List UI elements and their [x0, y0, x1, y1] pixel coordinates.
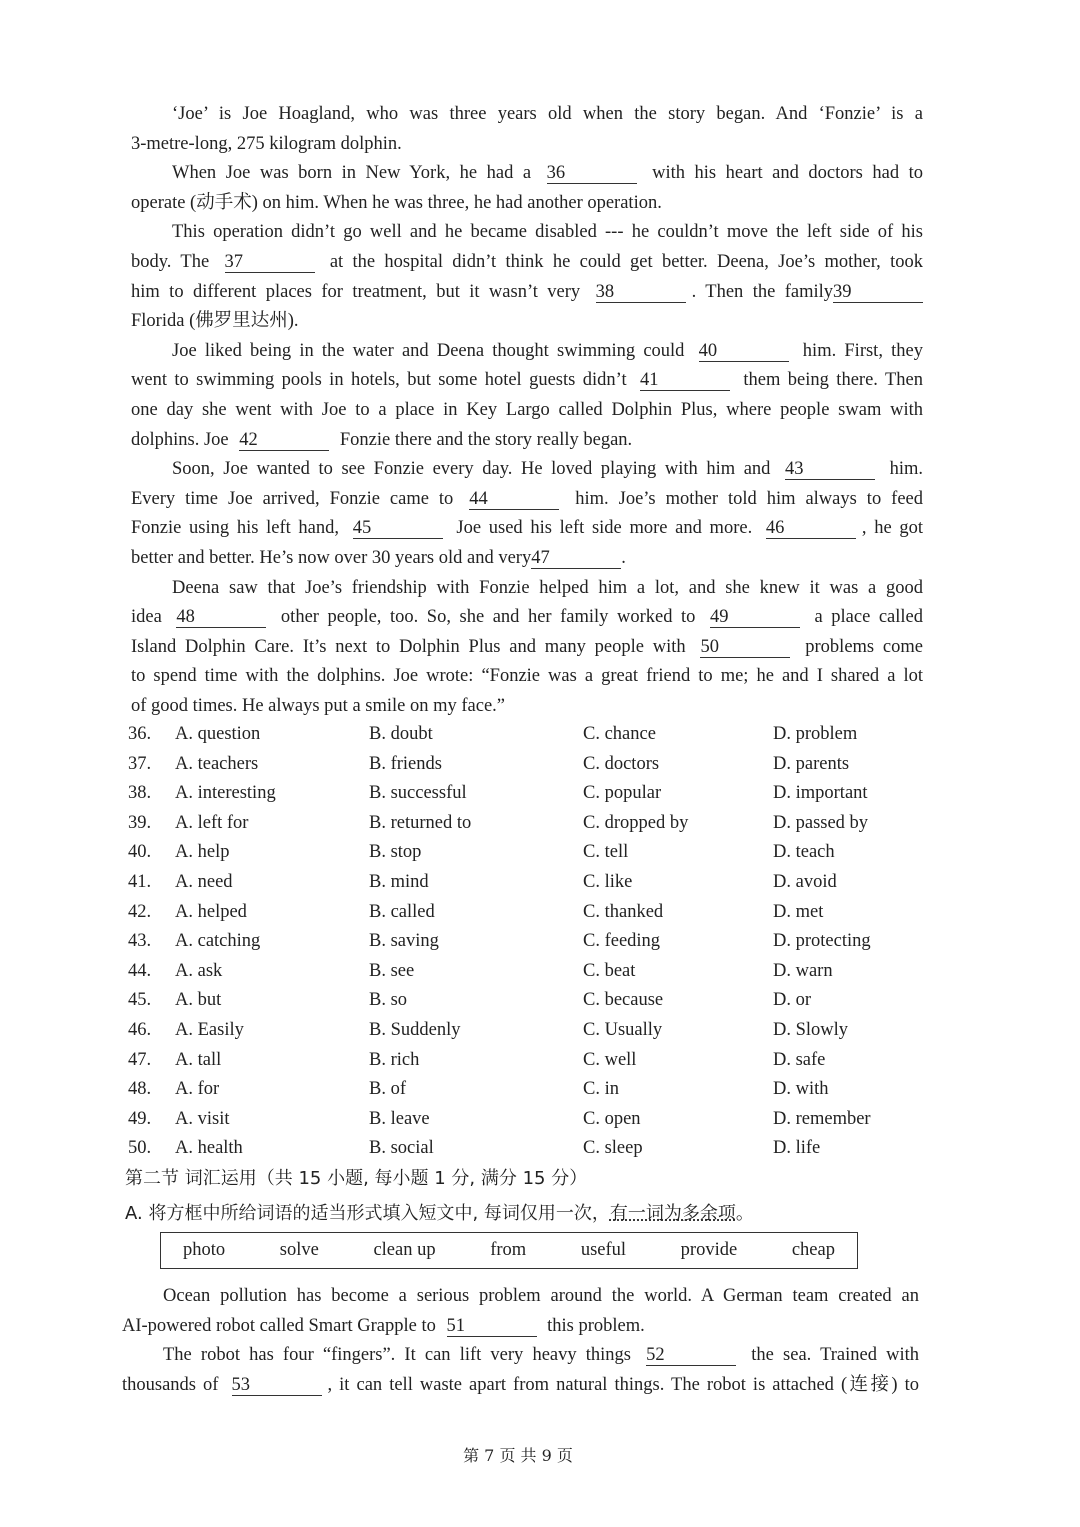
- option-c: C. like: [583, 871, 633, 892]
- text: body. The: [131, 251, 219, 272]
- option-c: C. well: [583, 1049, 637, 1070]
- blank-44: 44: [469, 489, 559, 510]
- text: him. First, they: [794, 340, 923, 361]
- option-b: B. Suddenly: [369, 1019, 461, 1040]
- option-c: C. beat: [583, 960, 636, 981]
- option-row: [128, 750, 908, 780]
- text: . Then the family: [691, 281, 833, 302]
- passage-line: [131, 248, 923, 278]
- text: , he got: [861, 518, 923, 539]
- blank-40: 40: [699, 341, 789, 362]
- option-c: C. tell: [583, 842, 629, 863]
- question-number: 41.: [128, 871, 152, 892]
- option-c: C. because: [583, 990, 664, 1011]
- option-d: D. life: [773, 1138, 821, 1159]
- option-d: D. warn: [773, 960, 833, 981]
- option-a: A. question: [175, 724, 261, 744]
- option-c: C. thanked: [583, 901, 664, 922]
- text: Joe liked being in the water and Deena thought swimming could: [172, 340, 693, 361]
- text: at the hospital didn’t think he could get better. Deena, Joe’s mother, took: [320, 251, 924, 272]
- text: better and better. He’s now over 30 years old and very: [131, 547, 532, 568]
- blank-46: 46: [766, 518, 856, 539]
- option-b: B. rich: [369, 1049, 420, 1070]
- option-c: C. popular: [583, 783, 662, 804]
- question-number: 38.: [128, 783, 152, 804]
- passage-line: [131, 574, 923, 604]
- passage-line: [122, 1371, 919, 1401]
- text: other people, too. So, she and her family worked to: [272, 607, 704, 628]
- option-a: A. but: [175, 990, 222, 1011]
- option-d: D. avoid: [773, 871, 837, 892]
- text: Florida (佛罗里达州).: [131, 311, 299, 332]
- blank-53: 53: [232, 1375, 322, 1396]
- option-b: B. mind: [369, 871, 429, 892]
- option-c: C. open: [583, 1108, 641, 1129]
- text: This operation didn’t go well and he became disabled --- he couldn’t move the left side of his: [172, 222, 923, 243]
- question-number: 47.: [128, 1049, 152, 1070]
- question-number: 37.: [128, 753, 152, 774]
- passage-line: [131, 455, 923, 485]
- text: Soon, Joe wanted to see Fonzie every day. He loved playing with him and: [172, 459, 780, 480]
- cloze-passage: [131, 100, 923, 721]
- passage-line: [131, 633, 923, 663]
- passage-line: [122, 1341, 919, 1371]
- question-number: 46.: [128, 1019, 152, 1040]
- option-b: B. stop: [369, 842, 422, 863]
- option-c: C. doctors: [583, 753, 660, 774]
- text: went to swimming pools in hotels, but some hotel guests didn’t: [131, 370, 634, 391]
- question-number: 42.: [128, 901, 152, 922]
- text: .: [621, 547, 626, 568]
- passage-line: [131, 278, 923, 308]
- instruction-end: 。: [735, 1203, 754, 1224]
- question-number: 43.: [128, 931, 152, 952]
- blank-51: 51: [447, 1316, 537, 1337]
- text: idea: [131, 607, 171, 628]
- option-a: A. for: [175, 1079, 220, 1100]
- text: 3-metre-long, 275 kilogram dolphin.: [131, 133, 402, 154]
- passage-line: [131, 692, 923, 722]
- option-b: B. see: [369, 960, 415, 981]
- blank-38: 38: [596, 282, 686, 303]
- word-option: photo: [183, 1240, 226, 1260]
- option-b: B. of: [369, 1079, 406, 1100]
- option-a: A. health: [175, 1138, 243, 1159]
- vocab-passage: [122, 1282, 919, 1400]
- option-b: B. successful: [369, 783, 467, 804]
- word-box: [160, 1232, 858, 1269]
- blank-39: 39: [833, 282, 923, 303]
- option-row: [128, 809, 908, 839]
- question-number: 40.: [128, 842, 152, 863]
- option-row: [128, 957, 908, 987]
- passage-line: [131, 603, 923, 633]
- option-d: D. safe: [773, 1049, 826, 1070]
- option-b: B. returned to: [369, 812, 472, 833]
- word-option: cheap: [791, 1240, 835, 1260]
- passage-line: [131, 544, 923, 574]
- text: him.: [881, 459, 924, 480]
- instruction-emphasis: 有一词为多余项: [609, 1203, 736, 1224]
- option-a: A. ask: [175, 960, 223, 981]
- option-a: A. help: [175, 842, 230, 863]
- question-number: 48.: [128, 1079, 152, 1100]
- option-d: D. remember: [773, 1108, 871, 1129]
- text: thousands of: [122, 1374, 226, 1395]
- text: Fonzie there and the story really began.: [335, 429, 633, 450]
- text: ‘Joe’ is Joe Hoagland, who was three years old when the story began. And ‘Fonzie’ is a: [172, 104, 923, 124]
- blank-47: 47: [531, 548, 621, 569]
- blank-48: 48: [176, 607, 266, 628]
- option-c: C. Usually: [583, 1019, 663, 1040]
- option-row: [128, 779, 908, 809]
- passage-line: [131, 189, 923, 219]
- text: him. Joe’s mother told him always to feed: [565, 488, 923, 509]
- option-d: D. problem: [773, 724, 858, 744]
- text: them being there. Then: [736, 370, 923, 391]
- question-number: 44.: [128, 960, 152, 981]
- text: a place called: [805, 607, 923, 628]
- blank-52: 52: [646, 1345, 736, 1366]
- instruction-text: A. 将方框中所给词语的适当形式填入短文中, 每词仅用一次，: [125, 1203, 610, 1224]
- option-row: [128, 1075, 908, 1105]
- option-a: A. need: [175, 871, 233, 892]
- option-c: C. dropped by: [583, 812, 689, 833]
- blank-37: 37: [225, 252, 315, 273]
- text: the sea. Trained with: [742, 1345, 919, 1366]
- blank-42: 42: [239, 430, 329, 451]
- option-c: C. chance: [583, 724, 656, 744]
- word-option: clean up: [373, 1240, 436, 1260]
- option-row: [128, 838, 908, 868]
- option-b: B. leave: [369, 1108, 430, 1129]
- text: Fonzie using his left hand,: [131, 518, 347, 539]
- blank-45: 45: [353, 518, 443, 539]
- option-d: D. or: [773, 990, 812, 1011]
- blank-49: 49: [710, 607, 800, 628]
- question-number: 45.: [128, 990, 152, 1011]
- text: him to different places for treatment, but it wasn’t very: [131, 281, 590, 302]
- word-option: useful: [580, 1240, 627, 1260]
- option-b: B. doubt: [369, 724, 433, 744]
- options-list: [128, 720, 908, 1164]
- text: one day she went with Joe to a place in Key Largo called Dolphin Plus, where people swam with: [131, 399, 923, 420]
- option-c: C. in: [583, 1079, 619, 1100]
- text: Joe used his left side more and more.: [448, 518, 760, 539]
- text: Ocean pollution has become a serious problem around the world. A German team created an: [163, 1286, 919, 1306]
- question-number: 39.: [128, 812, 152, 833]
- option-b: B. called: [369, 901, 435, 922]
- text: The robot has four “fingers”. It can lift very heavy things: [163, 1345, 641, 1366]
- option-b: B. saving: [369, 931, 439, 952]
- option-a: A. catching: [175, 931, 261, 952]
- option-d: D. important: [773, 783, 868, 804]
- option-row: [128, 1105, 908, 1135]
- blank-50: 50: [700, 637, 790, 658]
- passage-line: [131, 337, 923, 367]
- text: Island Dolphin Care. It’s next to Dolphin Plus and many people with: [131, 636, 695, 657]
- text: , it can tell waste apart from natural things. The robot is attached (连接) to: [327, 1374, 919, 1395]
- option-d: D. teach: [773, 842, 835, 863]
- text: When Joe was born in New York, he had a: [172, 163, 541, 184]
- passage-line: [131, 159, 923, 189]
- text: of good times. He always put a smile on my face.”: [131, 695, 506, 716]
- option-row: [128, 986, 908, 1016]
- option-d: D. Slowly: [773, 1019, 849, 1040]
- option-c: C. sleep: [583, 1138, 643, 1159]
- text: this problem.: [542, 1315, 645, 1336]
- option-row: [128, 868, 908, 898]
- passage-line: [131, 218, 923, 248]
- passage-line: [131, 366, 923, 396]
- passage-line: [131, 662, 923, 692]
- question-number: 50.: [128, 1138, 152, 1159]
- passage-line: [131, 100, 923, 130]
- word-option: solve: [279, 1240, 319, 1260]
- option-row: [128, 720, 908, 750]
- blank-36: 36: [547, 163, 637, 184]
- passage-line: [122, 1282, 919, 1312]
- option-a: A. tall: [175, 1049, 222, 1070]
- text: Deena saw that Joe’s friendship with Fonzie helped him a lot, and she knew it was a good: [172, 577, 923, 598]
- option-d: D. with: [773, 1079, 829, 1100]
- text: with his heart and doctors had to: [642, 163, 923, 184]
- option-d: D. protecting: [773, 931, 871, 952]
- text: dolphins. Joe: [131, 429, 234, 450]
- option-a: A. teachers: [175, 753, 259, 774]
- option-a: A. Easily: [175, 1019, 244, 1040]
- option-b: B. social: [369, 1138, 434, 1159]
- passage-line: [131, 396, 923, 426]
- text: AI-powered robot called Smart Grapple to: [122, 1315, 441, 1336]
- passage-line: [131, 307, 923, 337]
- option-row: [128, 898, 908, 928]
- option-a: A. helped: [175, 901, 247, 922]
- word-option: from: [490, 1240, 527, 1260]
- option-b: B. so: [369, 990, 408, 1011]
- option-row: [128, 1016, 908, 1046]
- blank-43: 43: [785, 459, 875, 480]
- section-title: 第二节 词汇运用（共 15 小题, 每小题 1 分, 满分 15 分）: [125, 1168, 588, 1189]
- option-row: [128, 1134, 908, 1164]
- option-b: B. friends: [369, 753, 442, 774]
- option-d: D. met: [773, 901, 824, 922]
- question-number: 36.: [128, 724, 152, 744]
- passage-line: [131, 426, 923, 456]
- section-instruction: [125, 1199, 754, 1225]
- option-a: A. visit: [175, 1108, 230, 1129]
- text: Every time Joe arrived, Fonzie came to: [131, 488, 464, 509]
- passage-line: [131, 514, 923, 544]
- option-a: A. left for: [175, 812, 249, 833]
- passage-line: [131, 485, 923, 515]
- word-option: provide: [680, 1240, 738, 1260]
- page-footer: 第 7 页 共 9 页: [463, 1446, 573, 1465]
- text: problems come: [796, 636, 923, 657]
- option-d: D. passed by: [773, 812, 869, 833]
- passage-line: [131, 130, 923, 160]
- passage-line: [122, 1312, 919, 1342]
- blank-41: 41: [640, 370, 730, 391]
- option-a: A. interesting: [175, 783, 276, 804]
- option-d: D. parents: [773, 753, 850, 774]
- question-number: 49.: [128, 1108, 152, 1129]
- option-c: C. feeding: [583, 931, 661, 952]
- text: operate (动手术) on him. When he was three, he had another operation.: [131, 192, 662, 213]
- option-row: [128, 1046, 908, 1076]
- text: to spend time with the dolphins. Joe wrote: “Fonzie was a great friend to me; he and I shared a lot: [131, 666, 923, 687]
- option-row: [128, 927, 908, 957]
